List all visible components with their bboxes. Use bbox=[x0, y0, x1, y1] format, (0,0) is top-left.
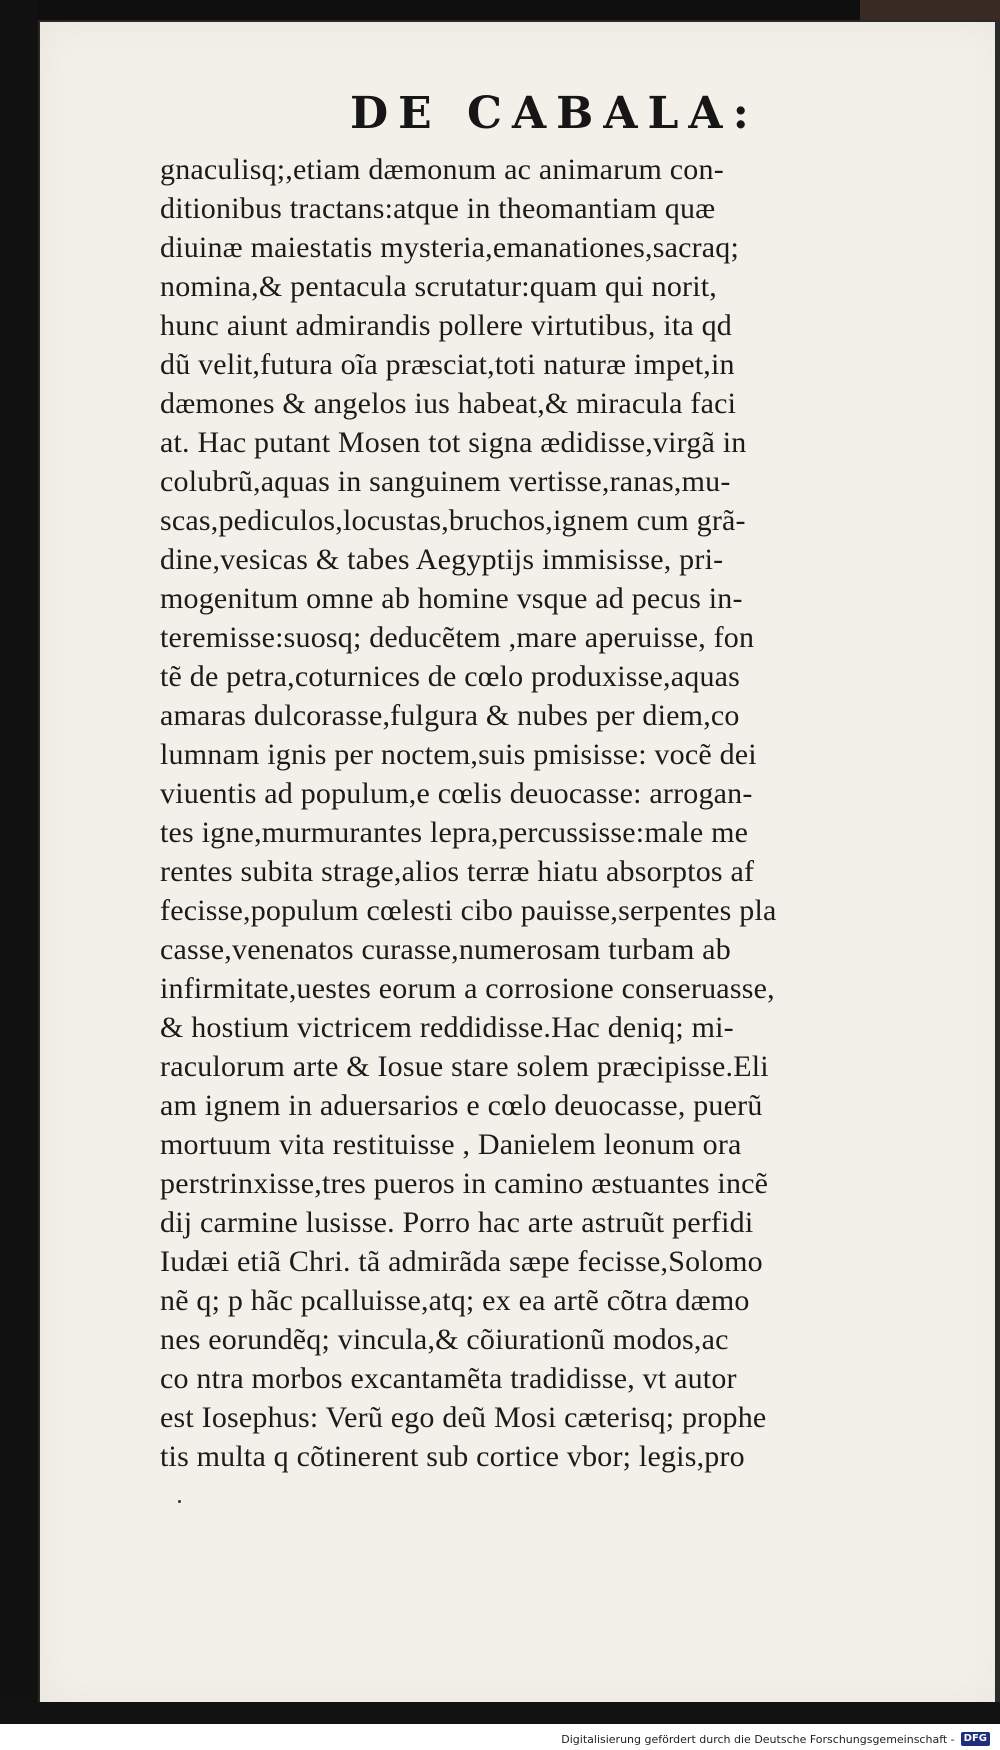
text-line: nẽ q; p hãc pcalluisse,atq; ex ea artẽ cõtra dæmo bbox=[160, 1284, 750, 1317]
text-line: scas,pediculos,locustas,bruchos,ignem cum grã- bbox=[160, 504, 746, 537]
credit-text: Digitalisierung gefördert durch die Deutsche Forschungsgemeinschaft - bbox=[561, 1732, 955, 1746]
text-line: nomina,& pentacula scrutatur:quam qui norit, bbox=[160, 270, 717, 303]
text-line: rentes subita strage,alios terræ hiatu absorptos af bbox=[160, 855, 755, 888]
text-line: dij carmine lusisse. Porro hac arte astruũt perfidi bbox=[160, 1206, 754, 1239]
text-line: at. Hac putant Mosen tot signa ædidisse,virgã in bbox=[160, 426, 747, 459]
body-text bbox=[160, 150, 940, 1476]
text-line: raculorum arte & Iosue stare solem præcipisse.Eli bbox=[160, 1050, 769, 1083]
text-line: tẽ de petra,coturnices de cœlo produxisse,aquas bbox=[160, 660, 741, 693]
scan-top-border bbox=[0, 0, 1000, 22]
text-line: co ntra morbos excantamẽta tradidisse, vt autor bbox=[160, 1362, 737, 1395]
dfg-logo-icon: DFG bbox=[961, 1732, 990, 1746]
text-line: lumnam ignis per noctem,suis pmisisse: vocẽ dei bbox=[160, 738, 757, 771]
text-line: dæmones & angelos ius habeat,& miracula faci bbox=[160, 387, 737, 420]
text-line: dũ velit,futura oĩa præsciat,toti naturæ impet,in bbox=[160, 348, 735, 381]
text-line: diuinæ maiestatis mysteria,emanationes,sacraq; bbox=[160, 231, 740, 264]
text-line: infirmitate,uestes eorum a corrosione conseruasse, bbox=[160, 972, 775, 1005]
text-line: & hostium victricem reddidisse.Hac deniq; mi- bbox=[160, 1011, 734, 1044]
text-line: amaras dulcorasse,fulgura & nubes per diem,co bbox=[160, 699, 740, 732]
text-line: hunc aiunt admirandis pollere virtutibus, ita qd bbox=[160, 309, 732, 342]
text-line: tis multa q cõtinerent sub cortice vbor; legis,pro bbox=[160, 1440, 745, 1473]
running-head: DE CABALA: bbox=[350, 88, 759, 139]
text-line: gnaculisq;,etiam dæmonum ac animarum con- bbox=[160, 153, 724, 186]
text-line: perstrinxisse,tres pueros in camino æstuantes incẽ bbox=[160, 1167, 769, 1200]
text-line: tes igne,murmurantes lepra,percussisse:male me bbox=[160, 816, 749, 849]
text-line: colubrũ,aquas in sanguinem vertisse,ranas,mu- bbox=[160, 465, 731, 498]
text-line: Iudæi etiã Chri. tã admirãda sæpe fecisse,Solomo bbox=[160, 1245, 763, 1278]
page-speck bbox=[178, 1500, 181, 1503]
text-line: am ignem in aduersarios e cœlo deuocasse, puerũ bbox=[160, 1089, 763, 1122]
text-line: dine,vesicas & tabes Aegyptijs immisisse, pri- bbox=[160, 543, 724, 576]
text-line: ditionibus tractans:atque in theomantiam quæ bbox=[160, 192, 716, 225]
text-line: fecisse,populum cœlesti cibo pauisse,serpentes pla bbox=[160, 894, 777, 927]
scan-bottom-border bbox=[0, 1702, 1000, 1724]
text-line: est Iosephus: Verũ ego deũ Mosi cæterisq; prophe bbox=[160, 1401, 767, 1434]
text-line: teremisse:suosq; deducẽtem ,mare aperuisse, fon bbox=[160, 621, 755, 654]
text-line: mogenitum omne ab homine vsque ad pecus in- bbox=[160, 582, 743, 615]
text-line: mortuum vita restituisse , Danielem leonum ora bbox=[160, 1128, 742, 1161]
text-line: nes eorundẽq; vincula,& cõiurationũ modos,ac bbox=[160, 1323, 729, 1356]
scan-right-border bbox=[995, 22, 1000, 1702]
text-line: casse,venenatos curasse,numerosam turbam ab bbox=[160, 933, 731, 966]
text-line: viuentis ad populum,e cœlis deuocasse: arrogan- bbox=[160, 777, 753, 810]
digitization-credit bbox=[561, 1732, 990, 1746]
book-spine bbox=[0, 0, 38, 1702]
